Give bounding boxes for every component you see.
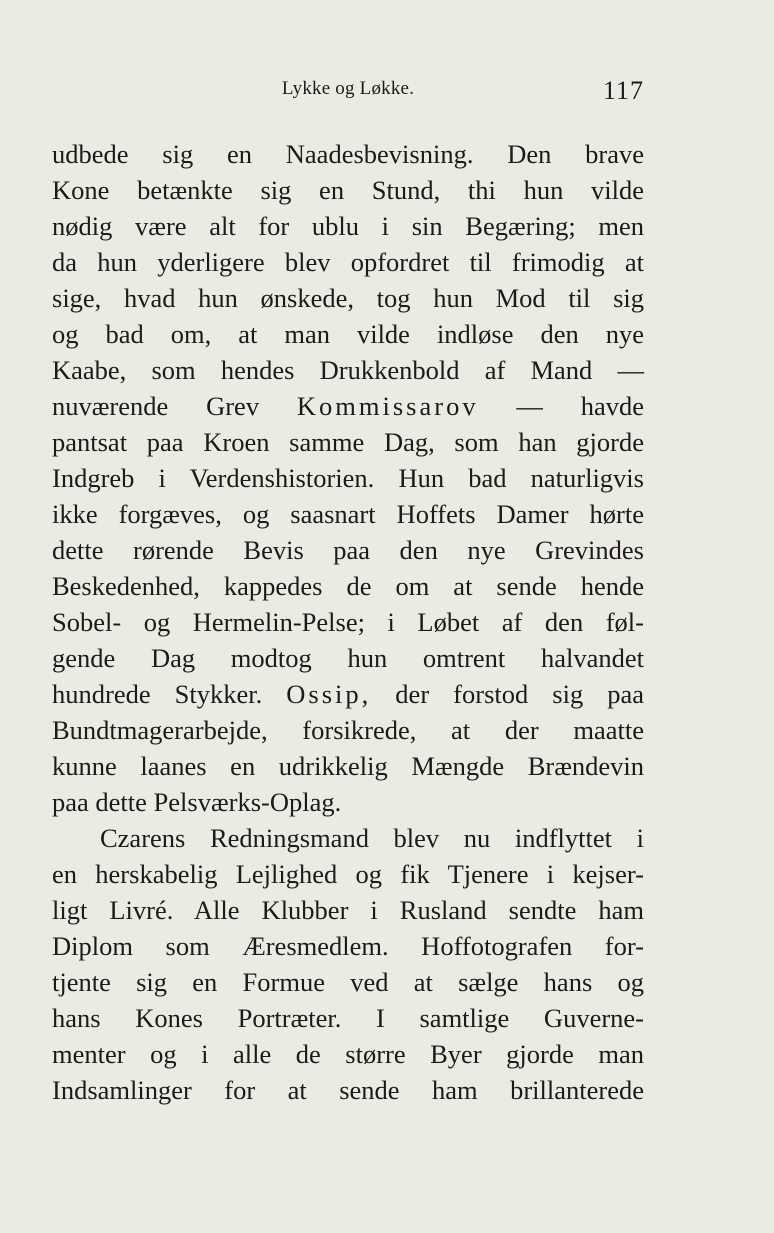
running-head [52, 76, 644, 106]
text-line: paa dette Pelsværks-Oplag. [52, 787, 342, 817]
text-line: en herskabelig Lejlighed og fik Tjenere i kejser- [52, 859, 644, 889]
text-line: Kaabe, som hendes Drukkenbold af Mand — [52, 355, 644, 385]
text-line: nødig være alt for ublu i sin Begæring; men [52, 211, 644, 241]
text-line: ikke forgæves, og saasnart Hoffets Damer hørte [52, 499, 644, 529]
text-line: da hun yderligere blev opfordret til frimodig at [52, 247, 644, 277]
text-line: og bad om, at man vilde indløse den nye [52, 319, 644, 349]
body-text [52, 136, 644, 1108]
spaced-name: Kommissarov [296, 391, 479, 421]
text-line: udbede sig en Naadesbevisning. Den brave [52, 139, 644, 169]
text-line [52, 676, 644, 712]
text-line: Indgreb i Verdenshistorien. Hun bad naturligvis [52, 463, 644, 493]
text-line [52, 388, 644, 424]
text-line: kunne laanes en udrikkelig Mængde Brændevin [52, 751, 644, 781]
text-line: hans Kones Portræter. I samtlige Guverne- [52, 1003, 644, 1033]
text-line: ligt Livré. Alle Klubber i Rusland sendte ham [52, 895, 644, 925]
text-line: tjente sig en Formue ved at sælge hans og [52, 967, 644, 997]
text-segment: — havde [478, 391, 644, 421]
text-line: dette rørende Bevis paa den nye Grevindes [52, 535, 644, 565]
page-number: 117 [602, 76, 644, 105]
running-title: Lykke og Løkke. [281, 78, 415, 99]
text-line: Beskedenhed, kappedes de om at sende hende [52, 571, 644, 601]
text-line: gende Dag modtog hun omtrent halvandet [52, 643, 644, 673]
text-line: pantsat paa Kroen samme Dag, som han gjorde [52, 427, 644, 457]
text-line: Kone betænkte sig en Stund, thi hun vilde [52, 175, 644, 205]
text-line: Czarens Redningsmand blev nu indflyttet i [100, 823, 644, 853]
text-line: Sobel- og Hermelin-Pelse; i Løbet af den føl- [52, 607, 644, 637]
spaced-name: Ossip, [286, 679, 372, 709]
text-line: Indsamlinger for at sende ham brillanterede [52, 1075, 644, 1105]
text-line: menter og i alle de større Byer gjorde man [52, 1039, 644, 1069]
text-line: Diplom som Æresmedlem. Hoffotografen for- [52, 931, 644, 961]
text-segment: hundrede Stykker. [52, 679, 287, 709]
text-line: Bundtmagerarbejde, forsikrede, at der maatte [52, 715, 644, 745]
text-line: sige, hvad hun ønskede, tog hun Mod til sig [52, 283, 644, 313]
text-segment: nuværende Grev [52, 391, 297, 421]
text-segment: der forstod sig paa [371, 679, 644, 709]
